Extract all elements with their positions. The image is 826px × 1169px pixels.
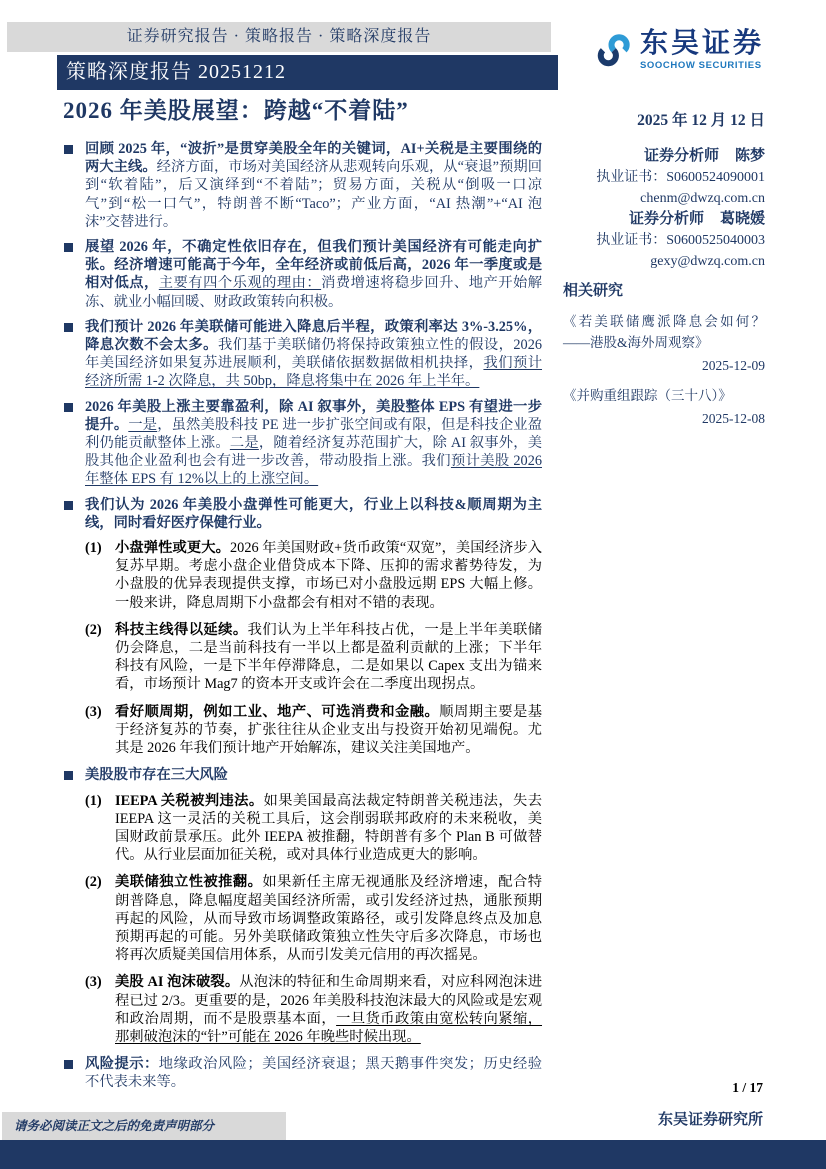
analyst-title-line: [563, 209, 765, 230]
bullet-square-icon: [64, 1060, 73, 1069]
item-number: (3): [85, 974, 102, 991]
cert-label: 执业证书：: [596, 170, 667, 185]
analyst-cert-line: [563, 167, 765, 188]
bullet-paragraph: [64, 398, 542, 489]
bullet-paragraph: [64, 496, 542, 532]
bullet-square-icon: [64, 323, 73, 332]
related-item-title: 《并购重组跟踪（三十八）》: [563, 388, 732, 403]
numbered-paragraph: [64, 703, 542, 758]
paragraph-text: 展望 2026 年，不确定性依旧存在，但我们预计美国经济有可能走向扩张。经济增速可能高于今年，全年经济或前低后高，2026 年一季度或是相对低点，主要有四个乐观的理由：消费增速将稳步回升、地产开始解冻、就业小幅回暖、财政政策转向积极。: [85, 239, 543, 310]
analyst-role: 证券分析师: [628, 211, 704, 227]
disclaimer-note: 请务必阅读正文之后的免责声明部分: [2, 1112, 286, 1140]
institute-name: 东吴证券研究所: [657, 1112, 763, 1128]
paragraph-text: 回顾 2025 年，“波折”是贯穿美股全年的关键词，AI+关税是主要围绕的两大主线。经济方面，市场对美国经济从悲观转向乐观，从“衰退”预期回到“软着陆”，后又演绎到“不着陆”；贸易方面，关税从“倒吸一口凉气”到“松一口气”，特朗普不断“Taco”；产业方面，“AI 热潮”+“AI 泡沫”交替进行。: [85, 141, 542, 230]
paragraph-text: 我们认为 2026 年美股小盘弹性可能更大，行业上以科技&顺周期为主线，同时看好医疗保健行业。: [85, 496, 542, 531]
report-type-label: 策略深度报告 20251212: [66, 61, 286, 83]
paragraph-text: 我们预计 2026 年美联储可能进入降息后半程，政策利率达 3%-3.25%，降息次数不会太多。我们基于美联储仍将保持政策独立性的假设，2026 年美国经济如果复苏进展顺利，美联储依据数据做相机抉择，我们预计经济所需 1-2 次降息，共 50bp，降息将集中在 2026 年上半年。: [85, 318, 543, 390]
bullet-square-icon: [64, 771, 73, 780]
analyst-name: 陈梦: [734, 148, 765, 164]
paragraph-text: 科技主线得以延续。我们认为上半年科技占优，一是上半年美联储仍会降息，二是当前科技有一半以上都是盈利贡献的上涨；下半年科技有风险，一是下半年停滞降息，二是如果以 Capex 支出为锚来看，市场预计 Mag7 的资本开支或许会在二季度出现拐点。: [115, 621, 542, 693]
bullet-paragraph: [64, 238, 542, 311]
cert-label: 执业证书：: [596, 233, 667, 248]
numbered-paragraph: [64, 873, 542, 964]
related-research-heading: 相关研究: [563, 283, 624, 299]
body-sections: [64, 140, 542, 1099]
bullet-paragraph: [64, 318, 542, 391]
bullet-square-icon: [64, 501, 73, 510]
paragraph-text: 美联储独立性被推翻。如果新任主席无视通胀及经济增速，配合特朗普降息，降息幅度超美国经济所需，或引发经济过热，通胀预期再起的风险，从而导致市场调整政策路径，或引发降息终点及加息预期再起的可能。另外美联储政策独立性失守后多次降息，市场也将再次质疑美国信用体系，从而引发美元信用的再次摇晃。: [115, 874, 543, 964]
paragraph-text: 2026 年美股上涨主要靠盈利，除 AI 叙事外，美股整体 EPS 有望进一步提升。一是，虽然美股科技 PE 进一步扩张空间或有限，但是科技企业盈利仍能贡献整体上涨。二是，随着经济复苏范围扩大，除 AI 叙事外，美股其他企业盈利也会有进一步改善，带动股指上涨。我们预计美股 2026 年整体 EPS 有 12%以上的上涨空间。: [85, 398, 543, 488]
analyst-role: 证券分析师: [643, 148, 719, 164]
item-number: (2): [85, 874, 102, 891]
related-item: [563, 385, 765, 429]
bullet-square-icon: [64, 243, 73, 252]
page-indicator: 1 / 17: [732, 1080, 763, 1095]
item-number: (1): [85, 792, 102, 809]
report-date: 2025 年 12 月 12 日: [637, 112, 765, 129]
related-item-date: 2025-12-09: [702, 358, 765, 373]
bullet-paragraph: [64, 766, 542, 784]
bullet-square-icon: [64, 403, 73, 412]
analyst-email: chenm@dwzq.com.cn: [640, 191, 765, 206]
brand-name-en: SOOCHOW SECURITIES: [640, 60, 762, 71]
report-category-band: [7, 22, 551, 52]
paragraph-text: 美股 AI 泡沫破裂。从泡沫的特征和生命周期来看，对应科网泡沫进程已过 2/3。更重要的是，2026 年美股科技泡沫最大的风险或是宏观和政治周期，而不是股票基本面，一旦货币政策由宽松转向紧缩，那刺破泡沫的“针”可能在 2026 年晚些时候出现。: [115, 974, 543, 1045]
item-number: (2): [85, 621, 102, 638]
paragraph-text: IEEPA 关税被判违法。如果美国最高法裁定特朗普关税违法，失去 IEEPA 这一灵活的关税工具后，这会削弱联邦政府的未来税收，美国财政前景承压。此外 IEEPA 被推翻，特朗普有多个 Plan B 可做替代。从行业层面加征关税，或对具体行业造成更大的影响。: [115, 792, 542, 864]
paragraph-text: 美股股市存在三大风险: [85, 767, 228, 784]
bullet-square-icon: [64, 145, 73, 154]
brand-name-cn: 东吴证券: [640, 28, 765, 59]
paragraph-text: 小盘弹性或更大。2026 年美国财政+货币政策“双宽”，美国经济步入复苏早期。考虑小盘企业借贷成本下降、压抑的需求蓄势待发，为小盘股的优异表现提供支撑，市场已对小盘股远期 EPS 大幅上修。一般来讲，降息周期下小盘都会有相对不错的表现。: [115, 540, 543, 611]
report-type-banner: [57, 55, 558, 90]
soochow-logo-icon: [594, 29, 634, 71]
item-number: (3): [85, 703, 102, 720]
related-research-block: [563, 281, 765, 429]
bullet-paragraph: [64, 140, 542, 231]
analyst-cert-line: [563, 230, 765, 251]
numbered-paragraph: [64, 792, 542, 865]
analyst-block: [563, 146, 765, 272]
analyst-name: 葛晓媛: [719, 211, 765, 227]
numbered-paragraph: [64, 621, 542, 694]
numbered-paragraph: [64, 539, 542, 612]
related-item-title: 《若美联储鹰派降息会如何？——港股&海外周观察》: [563, 314, 765, 350]
related-item: [563, 311, 765, 376]
cert-number: S0600525040003: [666, 233, 765, 248]
paragraph-text: 看好顺周期，例如工业、地产、可选消费和金融。顺周期主要是基于经济复苏的节奏，扩张往往从企业支出与投资开始初见端倪。尤其是 2026 年我们预计地产开始解冻，建议关注美国地产。: [115, 703, 542, 757]
bullet-paragraph: [64, 1055, 542, 1091]
brand-name-block: [640, 29, 764, 71]
footer-bar: [0, 1140, 826, 1169]
cert-number: S0600524090001: [666, 170, 765, 185]
analyst-title-line: [563, 146, 765, 167]
item-number: (1): [85, 540, 102, 557]
analyst-email: gexy@dwzq.com.cn: [650, 254, 765, 269]
related-item-date: 2025-12-08: [702, 411, 765, 426]
numbered-paragraph: [64, 973, 542, 1046]
report-category: 证券研究报告 · 策略报告 · 策略深度报告: [126, 28, 432, 45]
paragraph-text: 风险提示：地缘政治风险；美国经济衰退；黑天鹅事件突发；历史经验不代表未来等。: [85, 1056, 543, 1091]
brand-logo: [594, 29, 764, 71]
report-title: 2026 年美股展望：跨越“不着陆”: [63, 98, 409, 123]
